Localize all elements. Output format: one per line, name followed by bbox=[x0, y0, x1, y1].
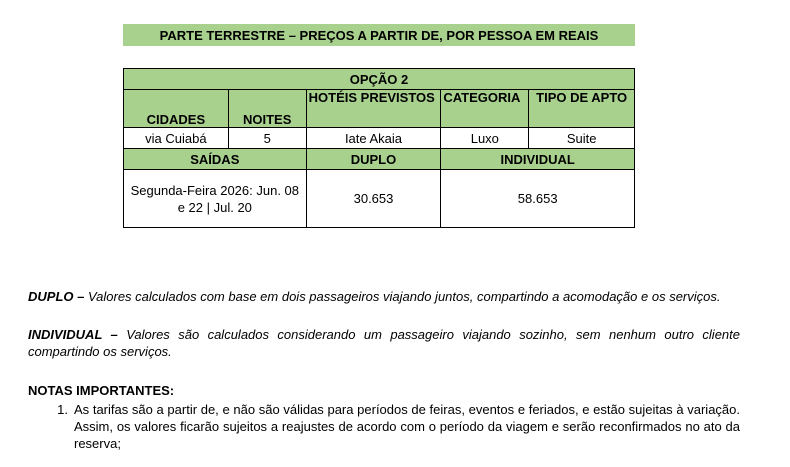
definition-individual bbox=[28, 326, 740, 360]
cell-saidas: Segunda-Feira 2026: Jun. 08 e 22 | Jul. 20 bbox=[124, 170, 307, 228]
header-noites: NOITES bbox=[228, 90, 306, 128]
cell-tipo: Suite bbox=[529, 128, 635, 149]
notes-title: NOTAS IMPORTANTES: bbox=[28, 383, 175, 398]
cell-individual: 58.653 bbox=[441, 170, 635, 228]
header-tipo: TIPO DE APTO bbox=[529, 90, 635, 128]
header-categoria: CATEGORIA bbox=[441, 90, 529, 128]
individual-label: INDIVIDUAL – bbox=[28, 327, 118, 342]
duplo-label: DUPLO – bbox=[28, 289, 85, 304]
note-text: As tarifas são a partir de, e não são válidas para períodos de feiras, eventos e feriados, e estão sujeitas à variação. Assim, os valores ficarão sujeitos a reajustes de acordo com o período da viagem e serão reconfirmados no ato da reserva; bbox=[74, 402, 740, 451]
cell-hotel: Iate Akaia bbox=[306, 128, 441, 149]
section-banner: PARTE TERRESTRE – PREÇOS A PARTIR DE, POR PESSOA EM REAIS bbox=[123, 24, 635, 46]
header-saidas: SAÍDAS bbox=[124, 149, 307, 170]
note-number: 1. bbox=[57, 402, 68, 417]
list-item bbox=[28, 401, 740, 452]
notes-list bbox=[28, 401, 740, 452]
header-cidades: CIDADES bbox=[124, 90, 229, 128]
cell-cidade: via Cuiabá bbox=[124, 128, 229, 149]
header-individual: INDIVIDUAL bbox=[441, 149, 635, 170]
option-title: OPÇÃO 2 bbox=[124, 69, 635, 90]
header-duplo: DUPLO bbox=[306, 149, 441, 170]
cell-categoria: Luxo bbox=[441, 128, 529, 149]
duplo-text: Valores calculados com base em dois passageiros viajando juntos, compartindo a acomodação e os serviços. bbox=[84, 289, 721, 304]
definition-duplo bbox=[28, 288, 740, 305]
cell-noites: 5 bbox=[228, 128, 306, 149]
price-table bbox=[123, 68, 635, 228]
header-hoteis: HOTÉIS PREVISTOS bbox=[306, 90, 441, 128]
cell-duplo: 30.653 bbox=[306, 170, 441, 228]
individual-text: Valores são calculados considerando um passageiro viajando sozinho, sem nenhum outro cliente compartindo os serviços. bbox=[28, 327, 740, 359]
